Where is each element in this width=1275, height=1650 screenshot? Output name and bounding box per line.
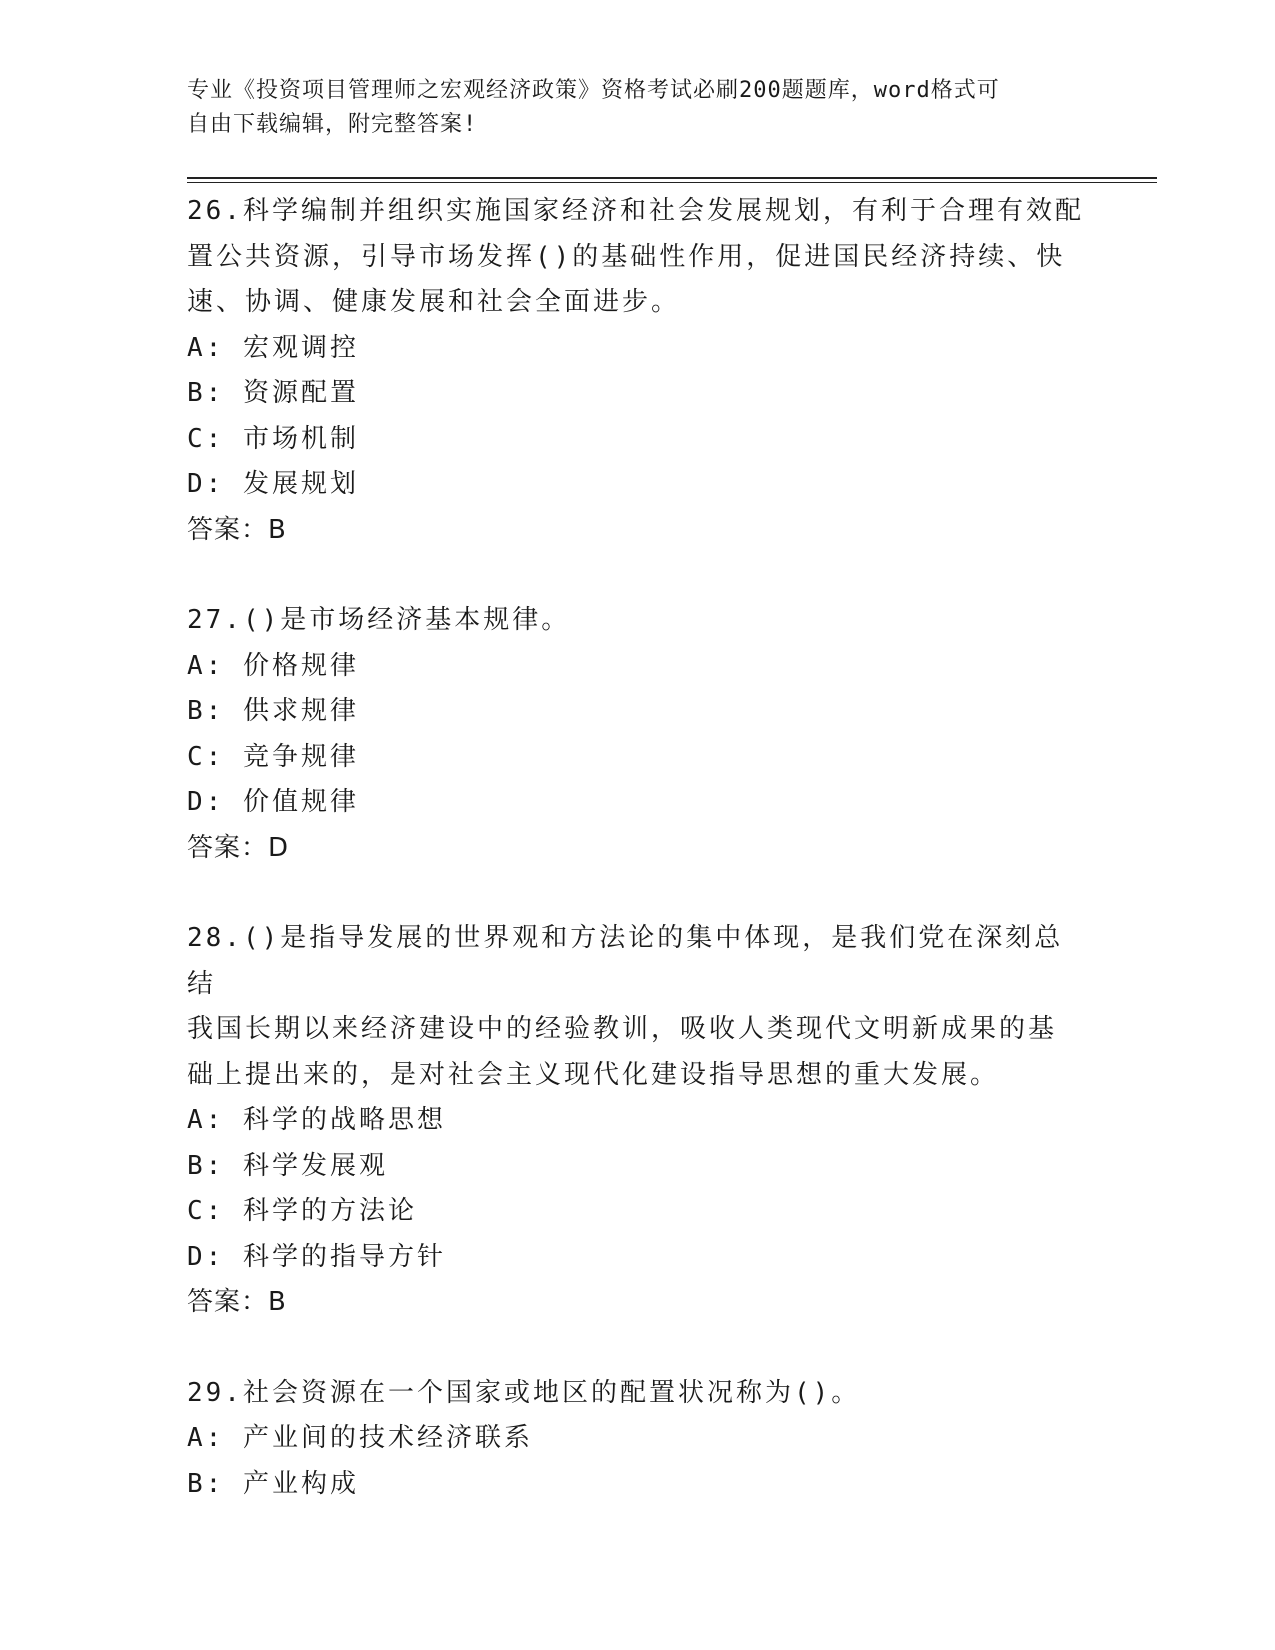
header-divider-thin	[187, 182, 1157, 183]
question-stem: 28.()是指导发展的世界观和方法论的集中体现，是我们党在深刻总结 我国长期以来经济建设中的经验教训，吸收人类现代文明新成果的基 础上提出来的，是对社会主义现代化建设指导思想的重大发展。	[187, 923, 1064, 1090]
option-b: B: 产业构成	[187, 1468, 359, 1499]
answer-line: 答案：D	[187, 832, 290, 863]
option-a: A: 产业间的技术经济联系	[187, 1423, 533, 1453]
header-line-1: 专业《投资项目管理师之宏观经济政策》资格考试必刷200题题库，word格式可	[187, 78, 1000, 103]
question-29	[187, 1371, 1087, 1508]
option-b: B: 供求规律	[187, 696, 359, 726]
question-28	[187, 916, 1087, 1326]
option-c: C: 竞争规律	[187, 741, 359, 772]
option-b: B: 科学发展观	[187, 1150, 388, 1181]
option-d: D: 科学的指导方针	[187, 1241, 446, 1272]
header-line-2: 自由下载编辑，附完整答案!	[187, 112, 478, 137]
answer-line: 答案：B	[187, 514, 287, 545]
question-27	[187, 598, 1087, 871]
option-d: D: 发展规划	[187, 469, 359, 499]
question-stem: 26.科学编制并组织实施国家经济和社会发展规划，有利于合理有效配 置公共资源，引导市场发挥()的基础性作用，促进国民经济持续、快 速、协调、健康发展和社会全面进步。	[187, 196, 1084, 317]
option-a: A: 宏观调控	[187, 332, 359, 363]
header-divider-thick	[187, 177, 1157, 179]
document-header	[187, 74, 1067, 142]
option-c: C: 市场机制	[187, 423, 359, 454]
option-d: D: 价值规律	[187, 787, 359, 817]
question-list	[187, 189, 1087, 1552]
question-stem: 27.()是市场经济基本规律。	[187, 605, 571, 635]
option-c: C: 科学的方法论	[187, 1196, 417, 1226]
question-26	[187, 189, 1087, 553]
option-a: A: 价格规律	[187, 650, 359, 681]
option-b: B: 资源配置	[187, 378, 359, 408]
question-stem: 29.社会资源在一个国家或地区的配置状况称为()。	[187, 1377, 861, 1408]
option-a: A: 科学的战略思想	[187, 1105, 446, 1135]
answer-line: 答案：B	[187, 1287, 287, 1317]
